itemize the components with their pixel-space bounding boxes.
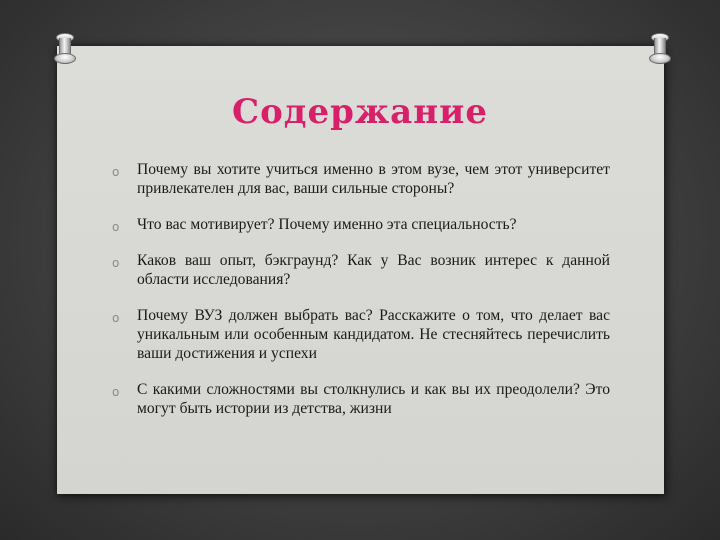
list-item bbox=[112, 251, 610, 289]
slide-title: Содержание bbox=[232, 92, 488, 132]
list-item bbox=[112, 380, 610, 418]
pushpin-icon bbox=[53, 33, 75, 63]
content-list bbox=[112, 160, 610, 435]
bullet-icon: o bbox=[112, 220, 120, 234]
list-item bbox=[112, 215, 610, 234]
bullet-icon: o bbox=[112, 385, 120, 399]
list-item-text: С какими сложностями вы столкнулись и как вы их преодолели? Это могут быть истории из детства, жизни bbox=[137, 381, 610, 417]
bullet-icon: o bbox=[112, 165, 120, 179]
list-item-text: Что вас мотивирует? Почему именно эта специальность? bbox=[137, 216, 517, 233]
list-item-text: Каков ваш опыт, бэкграунд? Как у Вас возник интерес к данной области исследования? bbox=[137, 252, 610, 288]
list-item bbox=[112, 160, 610, 198]
pushpin-icon bbox=[648, 33, 670, 63]
bullet-icon: o bbox=[112, 311, 120, 325]
list-item bbox=[112, 306, 610, 363]
list-item-text: Почему ВУЗ должен выбрать вас? Расскажите о том, что делает вас уникальным или особенным кандидатом. Не стесняйтесь перечислить ваши достижения и успехи bbox=[137, 307, 610, 362]
bullet-icon: o bbox=[112, 256, 120, 270]
list-item-text: Почему вы хотите учиться именно в этом вузе, чем этот университет привлекателен для вас, ваши сильные стороны? bbox=[137, 161, 610, 197]
